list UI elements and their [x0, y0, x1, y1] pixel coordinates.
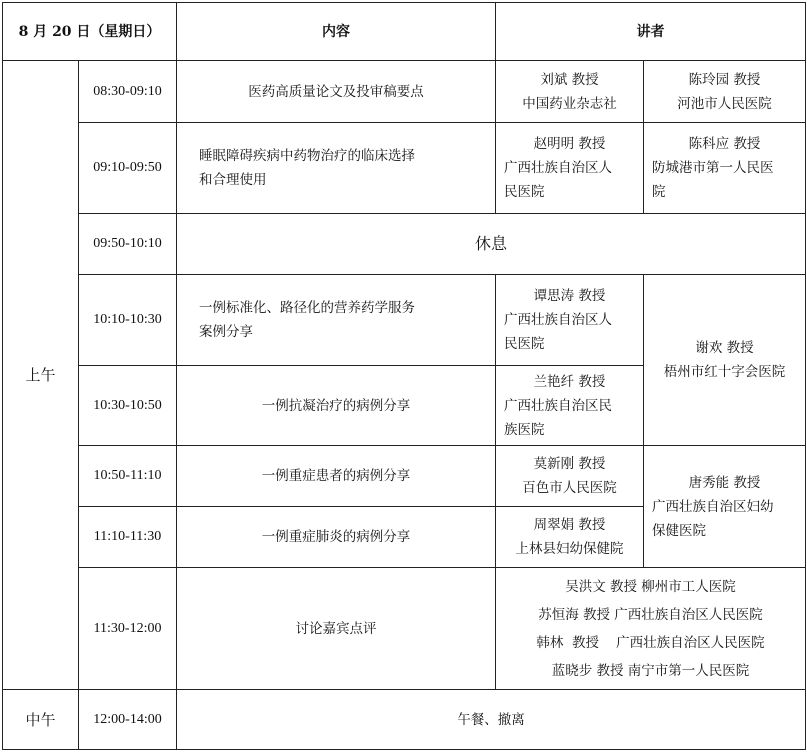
table-row [3, 446, 806, 507]
time-cell: 09:10-09:50 [79, 123, 177, 214]
speaker-cell [496, 507, 644, 568]
speaker-name: 赵明明 教授 [533, 136, 606, 152]
speaker-affiliation: 广西壮族自治区人 [504, 312, 613, 328]
content-line: 和合理使用 [199, 172, 267, 188]
content-line: 一例重症患者的病例分享 [261, 468, 411, 484]
shared-speaker-cell [644, 275, 806, 446]
speaker-affiliation: 民医院 [504, 336, 545, 352]
lunch-cell: 午餐、撤离 [177, 690, 806, 750]
speaker-cell [496, 366, 644, 446]
content-cell [177, 366, 496, 446]
content-line: 医药高质量论文及投审稿要点 [248, 83, 424, 100]
time-cell: 08:30-09:10 [79, 61, 177, 123]
speaker-name: 周翠娟 教授 [533, 517, 606, 533]
agenda-table [2, 2, 806, 750]
header-row [3, 3, 806, 61]
speaker-affiliation: 广西壮族自治区民 [504, 397, 613, 414]
content-cell [177, 446, 496, 507]
discussant-line: 吴洪文 教授 柳州市工人医院 [565, 578, 736, 595]
period-noon: 中午 [3, 690, 79, 750]
speaker-affiliation: 广西壮族自治区妇幼 [652, 498, 774, 515]
header-content: 内容 [177, 3, 496, 61]
speaker-name: 谢欢 教授 [695, 340, 754, 356]
speaker-cell [496, 275, 644, 366]
speaker-cell [496, 123, 644, 214]
table-row [3, 214, 806, 275]
content-cell [177, 507, 496, 568]
content-line: 案例分享 [199, 324, 254, 340]
content-line: 一例抗凝治疗的病例分享 [261, 397, 411, 414]
speaker-affiliation: 梧州市红十字会医院 [663, 364, 786, 380]
time-cell: 10:10-10:30 [79, 275, 177, 366]
time-cell: 10:50-11:10 [79, 446, 177, 507]
table-row [3, 123, 806, 214]
table-row [3, 275, 806, 366]
table-row [3, 690, 806, 750]
content-line: 一例标准化、路径化的营养药学服务 [199, 300, 416, 316]
speaker-affiliation: 防城港市第一人民医 [652, 160, 774, 176]
shared-speaker-cell [644, 446, 806, 568]
content-line: 讨论嘉宾点评 [295, 620, 377, 637]
speaker-cell [644, 123, 806, 214]
speaker-affiliation: 民医院 [504, 184, 545, 200]
header-speaker: 讲者 [496, 3, 806, 61]
content-cell [177, 275, 496, 366]
discussant-line: 苏恒海 教授 广西壮族自治区人民医院 [538, 606, 763, 623]
content-cell [177, 568, 496, 690]
speaker-name: 陈玲园 教授 [688, 71, 761, 88]
discussant-line: 韩林 教授 广西壮族自治区人民医院 [536, 634, 765, 651]
speaker-cell [644, 61, 806, 123]
header-date: 8 月 20 日（星期日） [3, 3, 177, 61]
content-cell [177, 123, 496, 214]
speaker-affiliation: 广西壮族自治区人 [504, 160, 613, 176]
table-row [3, 61, 806, 123]
time-cell: 09:50-10:10 [79, 214, 177, 275]
discussants-cell [496, 568, 806, 690]
speaker-affiliation: 百色市人民医院 [522, 480, 617, 496]
speaker-name: 刘斌 教授 [540, 71, 599, 88]
content-line: 睡眠障碍疾病中药物治疗的临床选择 [199, 148, 416, 164]
speaker-affiliation: 中国药业杂志社 [522, 95, 617, 112]
speaker-cell [496, 61, 644, 123]
discussant-line: 蓝晓步 教授 南宁市第一人民医院 [551, 662, 750, 679]
period-morning: 上午 [3, 61, 79, 690]
time-cell: 12:00-14:00 [79, 690, 177, 750]
speaker-affiliation: 院 [652, 184, 666, 200]
speaker-affiliation: 上林县妇幼保健院 [515, 541, 624, 557]
break-cell: 休息 [177, 214, 806, 275]
content-cell [177, 61, 496, 123]
speaker-name: 莫新刚 教授 [533, 456, 606, 472]
speaker-name: 谭思涛 教授 [533, 288, 606, 304]
speaker-affiliation: 保健医院 [652, 522, 707, 539]
speaker-name: 陈科应 教授 [688, 136, 761, 152]
speaker-name: 兰艳纤 教授 [533, 373, 606, 390]
speaker-affiliation: 河池市人民医院 [677, 95, 772, 112]
speaker-cell [496, 446, 644, 507]
time-cell: 10:30-10:50 [79, 366, 177, 446]
table-row [3, 568, 806, 690]
content-line: 一例重症肺炎的病例分享 [261, 529, 411, 545]
time-cell: 11:10-11:30 [79, 507, 177, 568]
speaker-affiliation: 族医院 [504, 421, 545, 438]
time-cell: 11:30-12:00 [79, 568, 177, 690]
speaker-name: 唐秀能 教授 [688, 474, 761, 491]
